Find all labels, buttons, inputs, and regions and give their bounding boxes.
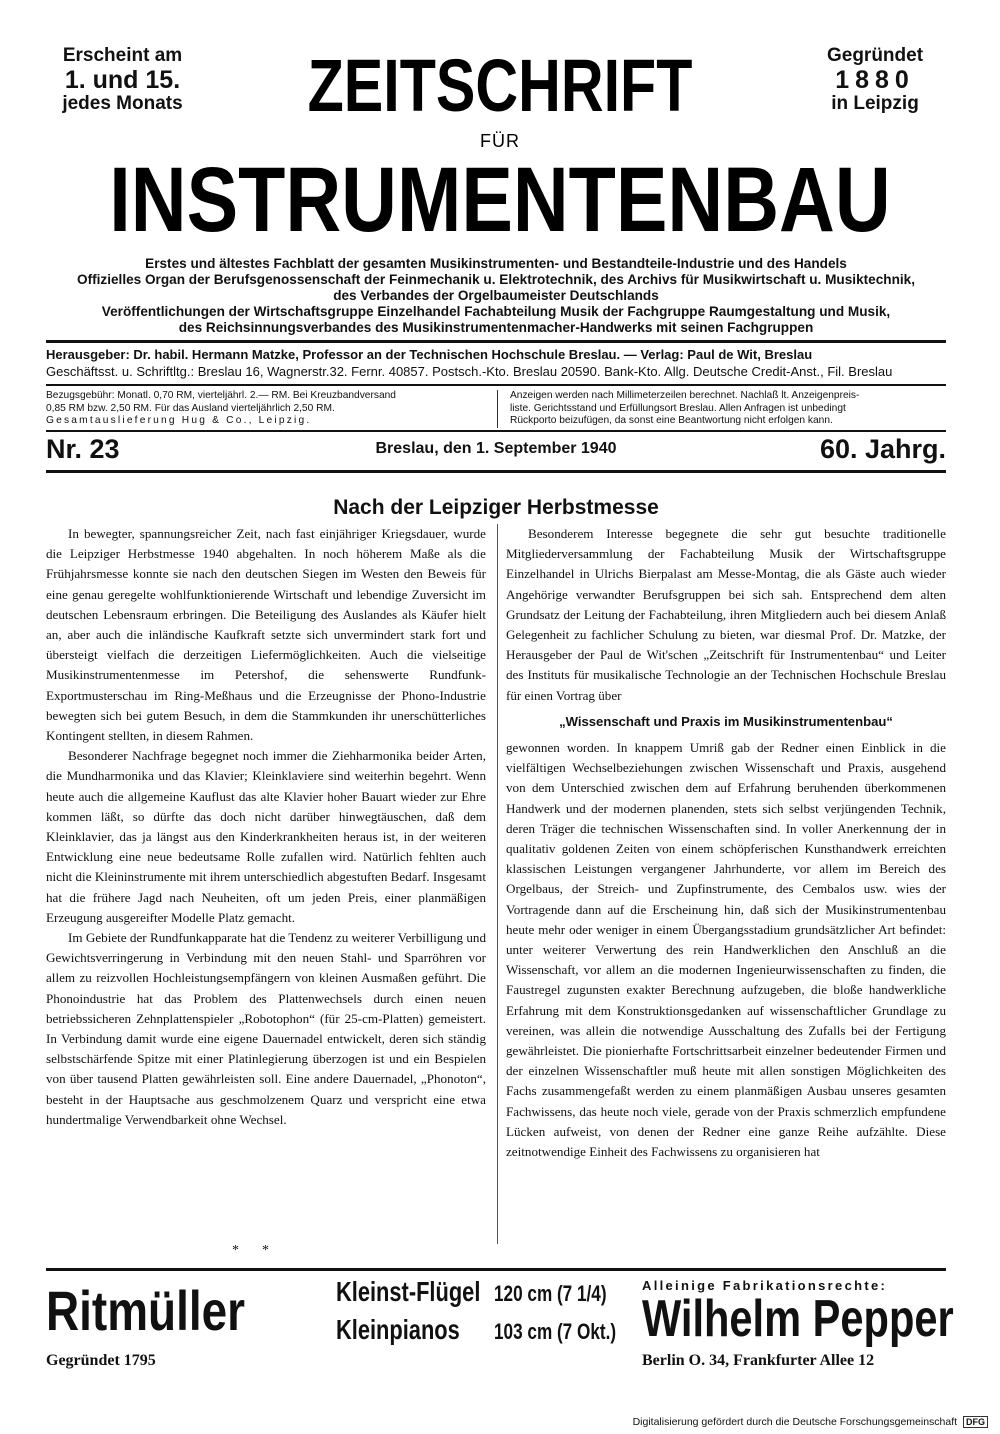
article-column-right bbox=[506, 524, 946, 1162]
founding-year: 1880 bbox=[835, 65, 915, 94]
office-line: Geschäftsst. u. Schriftltg.: Breslau 16, Wagnerstr.32. Fernr. 40857. Postsch.-Kto. Breslau 20590. Bank-Kto. Allg. Deutsche Credit-Anst., Fil. Breslau bbox=[46, 364, 893, 379]
frequency-line-1: Erscheint am bbox=[62, 45, 183, 66]
masthead-fur: FÜR bbox=[480, 131, 520, 151]
separator-star: * bbox=[262, 1243, 269, 1258]
divider bbox=[497, 390, 498, 428]
separator-star: * bbox=[232, 1243, 239, 1258]
issue-date: Breslau, den 1. September 1940 bbox=[375, 440, 617, 457]
article-column-left bbox=[46, 524, 486, 1130]
divider bbox=[46, 340, 946, 343]
issue-row bbox=[46, 434, 946, 470]
divider bbox=[46, 1268, 946, 1271]
ad-size-2: 103 cm (7 Okt.) bbox=[494, 1319, 617, 1344]
ad-product-1: Kleinst-Flügel bbox=[336, 1276, 481, 1307]
issue-number: Nr. 23 bbox=[46, 434, 120, 464]
subscription-line: 0,85 RM bzw. 2,50 RM. Für das Ausland vierteljährlich 2,50 RM. bbox=[46, 402, 335, 414]
subtitle-line: Veröffentlichungen der Wirtschaftsgruppe Einzelhandel Fachabteilung Musik der Fachgruppe Raumgestaltung und Musik, bbox=[101, 304, 891, 319]
advertising-line: Rückporto beizufügen, da sonst eine Beantwortung nicht erfolgen kann. bbox=[510, 415, 833, 426]
subscription-info bbox=[46, 390, 486, 428]
ad-founded: Gegründet 1795 bbox=[46, 1352, 156, 1369]
lecture-title: „Wissenschaft und Praxis im Musikinstrumentenbau“ bbox=[559, 713, 893, 729]
advertising-line: Anzeigen werden nach Millimeterzeilen berechnet. Nachlaß lt. Anzeigenpreis- bbox=[510, 390, 860, 401]
frequency-line-3: jedes Monats bbox=[62, 92, 183, 114]
divider bbox=[46, 384, 946, 386]
ad-size-1: 120 cm (7 1/4) bbox=[494, 1281, 607, 1306]
advertising-line: liste. Gerichtsstand und Erfüllungsort Breslau. Allen Anfragen ist unbedingt bbox=[510, 402, 846, 414]
founding-line-3: in Leipzig bbox=[831, 92, 919, 114]
article-paragraph: Im Gebiete der Rundfunkapparate hat die Tendenz zu weiterer Verbilligung und Gewichtsverringerung in Verbindung mit den neuen Stahl- und Sparröhren vor allem zu reizvollen Hochleistungsempfängern von kleinen Ausmaßen geführt. Die Phonoindustrie hat das Problem des Plattenwechsels durch einen neuen betriebssicheren Zehnplattenspieler „Robotophon“ (für 25-cm-Platten) gemeistert. In Verbindung damit wurde eine eigene Dauernadel entwickelt, deren sich ständig selbstschärfende Spitze mit einer Platinlegierung überzogen ist und ein Bespielen von über tausend Platten gewährleisten soll. Eine andere Dauernadel, „Phonoton“, besteht in der Hauptsache aus geschmolzenem Quarz und verspricht eine etwa hundertmalige Verwendbarkeit ohne Wechsel. bbox=[46, 930, 486, 1127]
divider bbox=[46, 470, 946, 473]
credit-text: Digitalisierung gefördert durch die Deutsche Forschungsgemeinschaft bbox=[632, 1416, 958, 1428]
ad-address: Berlin O. 34, Frankfurter Allee 12 bbox=[642, 1352, 875, 1369]
frequency-line-2: 1. und 15. bbox=[64, 65, 181, 94]
masthead-title-top: ZEITSCHRIFT bbox=[307, 44, 693, 127]
ad-rights: Alleinige Fabrikationsrechte: bbox=[642, 1278, 888, 1293]
dfg-logo: DFG bbox=[963, 1416, 988, 1428]
masthead-title-bottom: INSTRUMENTENBAU bbox=[109, 149, 891, 251]
subtitle-line: Offizielles Organ der Berufsgenossenschaft der Feinmechanik u. Elektrotechnik, des Archivs für Musikwirtschaft u. Musiktechnik, bbox=[77, 272, 915, 287]
article-paragraph: gewonnen worden. In knappem Umriß gab der Redner einen Einblick in die vielfältigen Wechselbeziehungen zwischen Wissenschaft und Praxis, ausgehend von dem Unterschied zwischen dem auf Erfahrung beruhenden überkommenen Handwerk und der modernen planenden, stets sich selbst verjüngenden Technik, deren Träger die technischen Wissenschaften sind. In voller Anerkennung der in qualitativ goldenen Zeiten von einem schöpferischen Kunsthandwerk erreichten klassischen Leistungen vergangener Jahrhunderte, vor allem im Bereich des Orgelbaus, der Streich- und Zupfinstrumente, des Cembalos usw. wies der Vortragende dann auf die Erscheinung hin, daß sich der Musikinstrumentenbau heute mehr oder weniger in einem Übergangsstadium grundsätzlicher Art befindet: unter weiterer Verwertung des rein Handwerklichen den Anschluß an die Wissenschaft, vor allem an die modernen Ingenieurwissenschaften zu finden, die Faustregel zugunsten exakter Berechnung aufzugeben, die bloße handwerkliche Erfahrung mit dem Konstruktionsgedanken auf wissenschaftlicher Grundlage zu vereinen, was allein die notwendige Ausschaltung des Zufalls bei der Fertigung gewährleistet. Die pionierhafte Fortschrittsarbeit einzelner bedeutender Firmen und der einzelnen Wissenschaftler muß heute mit allen sonstigen Möglichkeiten des Fachs zusammengefaßt werden zu einem planmäßigen Ausbau unseres gesamten Fachwissens, das heute noch viele, gerade von der Praxis schmerzlich empfundene Lücken aufweist, von denen der Redner eine ganze Reihe aufzählte. Diese zeitnotwendige Einheit des Fachwissens zu organisieren hat bbox=[506, 740, 946, 1160]
subscription-line: Gesamtauslieferung Hug & Co., Leipzig. bbox=[46, 415, 312, 426]
subtitle-line: des Verbandes der Orgelbaumeister Deutschlands bbox=[333, 288, 659, 303]
article-paragraph: Besonderem Interesse begegnete die sehr gut besuchte traditionelle Mitgliederversammlung der Fachabteilung Musik der Wirtschaftsgruppe Einzelhandel in Ulrichs Bierpalast am Messe-Montag, die als Gäste auch wieder Angehörige verwandter Berufsgruppen bei sich sah. Entsprechend dem alten Grundsatz der Leitung der Fachabteilung, ihren Mitgliedern auch bei diesem Anlaß Gelegenheit zu fachlicher Schulung zu bieten, war diesmal Prof. Dr. Matzke, der Herausgeber der Paul de Wit'schen „Zeitschrift für Instrumentenbau“ und Leiter des Instituts für musikalische Technologie an der Technischen Hochschule Breslau für einen Vortrag über bbox=[506, 526, 946, 703]
founding-line-1: Gegründet bbox=[826, 45, 924, 66]
article-paragraph: Besonderer Nachfrage begegnet noch immer die Ziehharmonika beider Arten, die Mundharmonika und das Klavier; Kleinklaviere sind weiterhin begehrt. Wenn heute auch die allgemeine Kauflust das alte Klavier hoher Bauart wieder zur Ehre kommen läßt, so dürfte das doch nicht darüber hinwegtäuschen, daß dem Kleinklavier, das ja längst aus den Kinderkrankheiten heraus ist, in der weiteren Entwicklung eine neue bedeutsame Rolle zufallen wird. Natürlich fehlten auch nicht die Kleininstrumente mit ihrem unterschiedlich abgestuften Bedarf. Insgesamt hat die frühere Jagd nach Neuheiten, oft um jeden Preis, einer planmäßigen Erzeugung ausgereifter Modelle Platz gemacht. bbox=[46, 748, 486, 925]
article-title: Nach der Leipziger Herbstmesse bbox=[333, 496, 659, 519]
ad-product-2: Kleinpianos bbox=[336, 1314, 460, 1345]
publisher-info bbox=[46, 346, 946, 380]
volume: 60. Jahrg. bbox=[819, 434, 946, 464]
advertising-info bbox=[510, 390, 946, 428]
publisher-line: Herausgeber: Dr. habil. Hermann Matzke, Professor an der Technischen Hochschule Breslau. — Verlag: Paul de Wit, Breslau bbox=[46, 347, 813, 362]
subtitle-line: Erstes und ältestes Fachblatt der gesamten Musikinstrumenten- und Bestandteile-Industrie und des Handels bbox=[145, 256, 847, 271]
subscription-line: Bezugsgebühr: Monatl. 0,70 RM, vierteljährl. 2.— RM. Bei Kreuzbandversand bbox=[46, 390, 396, 401]
ad-brand-pepper: Wilhelm Pepper bbox=[642, 1290, 954, 1348]
column-divider bbox=[497, 524, 498, 1244]
divider bbox=[46, 430, 946, 432]
digitization-credit bbox=[633, 1416, 988, 1428]
masthead-subtitle bbox=[46, 256, 946, 336]
subtitle-line: des Reichsinnungsverbandes des Musikinstrumentenmacher-Handwerks mit seinen Fachgruppen bbox=[178, 320, 814, 335]
article-paragraph: In bewegter, spannungsreicher Zeit, nach fast einjähriger Kriegsdauer, wurde die Leipziger Herbstmesse 1940 abgehalten. In noch höherem Maße als die Frühjahrsmesse konnte sie nach den deutschen Siegen im Westen den Beweis für eine genau geregelte wohlfunktionierende Wirtschaft und lebendige Zuversicht im deutschen Lebensraum erbringen. Die Beteiligung des Auslandes als Käufer hielt an, aber auch die inländische Kaufkraft setzte sich unvermindert stark fort und übersteigt vielfach die derzeitigen Liefermöglichkeiten. Auch die vielseitige Musikinstrumentenmesse im Petershof, die sehenswerte Rundfunk-Exportmusterschau im Ring-Meßhaus und die Erzeugnisse der Phono-Industrie bewegten sich bei gutem Besuch, in dem die Stammkunden ihr unerschütterliches Kontingent stellten, in diesem Rahmen. bbox=[46, 526, 486, 744]
ad-brand-ritmuller: Ritmüller bbox=[46, 1279, 246, 1342]
